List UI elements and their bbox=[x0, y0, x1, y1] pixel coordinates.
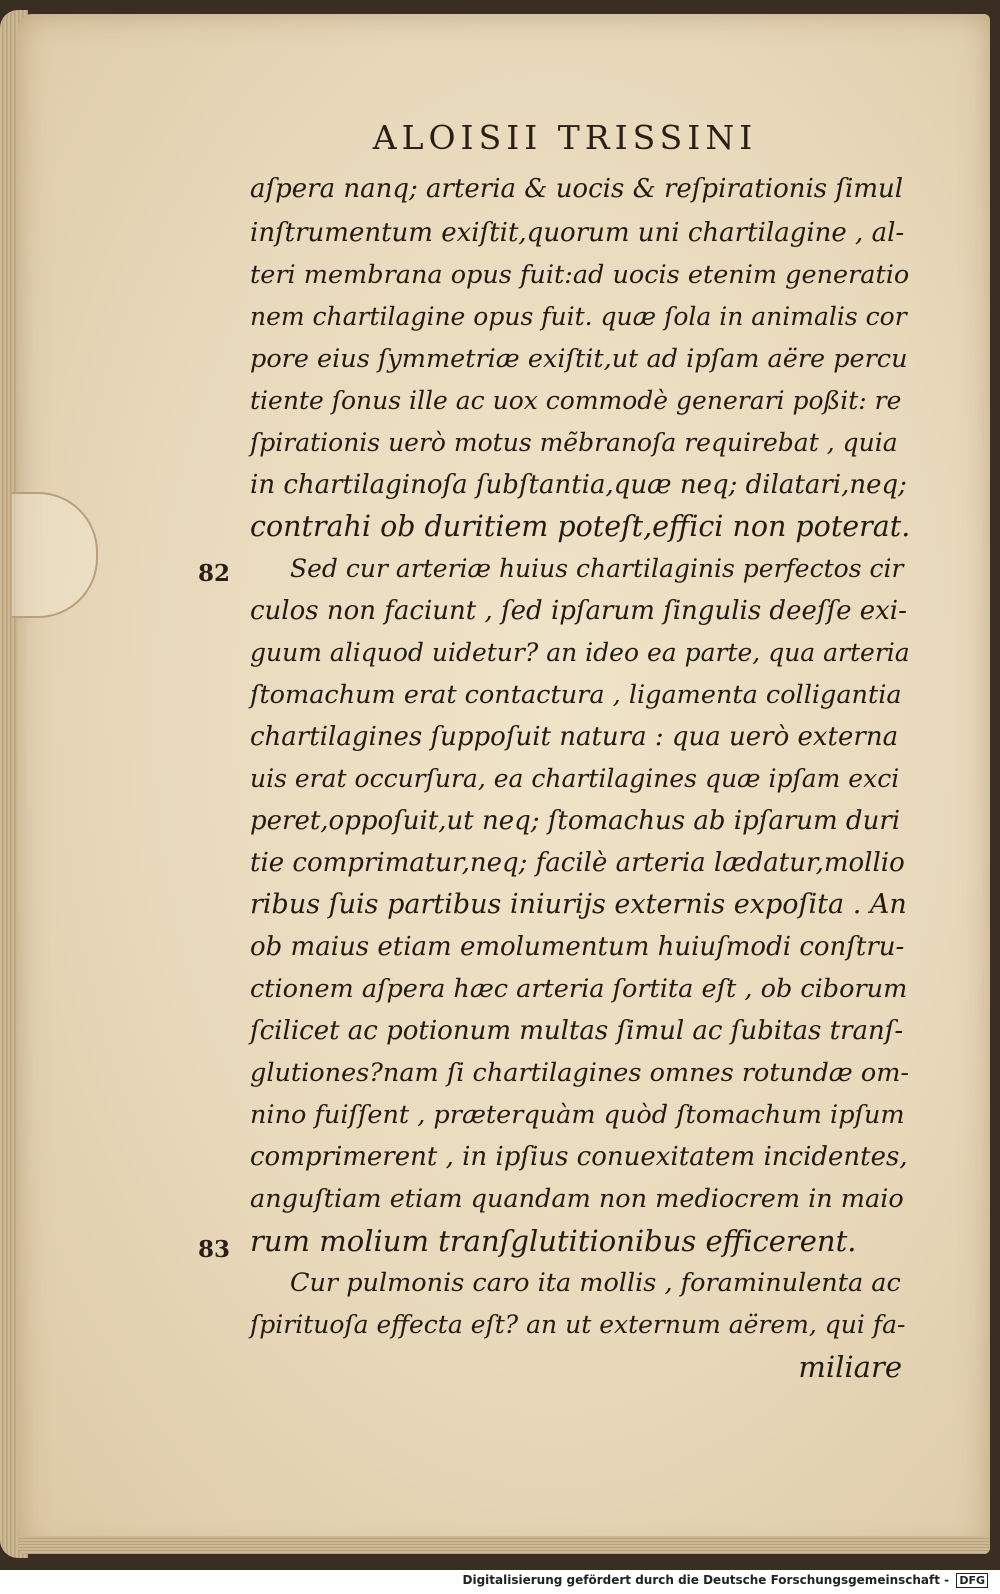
text-line: pore eius ſymmetriæ exiſtit,ut ad ipſam aëre percu bbox=[250, 344, 908, 374]
text-line: ſcilicet ac potionum multas ſimul ac ſubitas tranſ- bbox=[250, 1016, 904, 1046]
text-line: culos non faciunt , ſed ipſarum ſingulis deeſſe exi- bbox=[250, 596, 907, 626]
running-head: ALOISII TRISSINI bbox=[372, 118, 758, 157]
text-line: teri membrana opus fuit:ad uocis etenim generatio bbox=[250, 260, 910, 290]
text-line: ſtomachum erat contactura , ligamenta colligantia bbox=[250, 680, 902, 710]
dfg-logo: DFG bbox=[956, 1573, 988, 1588]
paragraph-start-line: Sed cur arteriæ huius chartilaginis perfectos cir bbox=[290, 554, 904, 583]
margin-number: 83 bbox=[198, 1236, 231, 1263]
text-line: contrahi ob duritiem poteſt,effici non poterat. bbox=[250, 510, 911, 543]
text-line: ob maius etiam emolumentum huiuſmodi conſtru- bbox=[250, 932, 905, 962]
page-tab-marker bbox=[12, 492, 98, 618]
text-line: rum molium tranſglutitionibus efficerent. bbox=[250, 1224, 857, 1258]
page-bottom-edge bbox=[18, 1536, 990, 1554]
footer-credit bbox=[0, 1573, 988, 1588]
text-line: aſpera nanq; arteria & uocis & reſpirationis ſimul bbox=[250, 174, 904, 204]
text-line: ctionem aſpera hæc arteria ſortita eſt , ob ciborum bbox=[250, 974, 908, 1004]
margin-number: 82 bbox=[198, 560, 231, 587]
footer-text: Digitalisierung gefördert durch die Deutsche Forschungsgemeinschaft - bbox=[462, 1573, 950, 1587]
text-line: guum aliquod uidetur? an ideo ea parte, qua arteria bbox=[250, 638, 910, 667]
catchword: miliare bbox=[798, 1350, 902, 1384]
text-line: in chartilaginoſa ſubſtantia,quæ neq; dilatari,neq; bbox=[250, 470, 907, 500]
text-line: tiente ſonus ille ac uox commodè generari poßit: re bbox=[250, 386, 902, 415]
text-line: uis erat occurſura, ea chartilagines quæ ipſam exci bbox=[250, 764, 900, 793]
text-line: peret,oppoſuit,ut neq; ſtomachus ab ipſarum duri bbox=[250, 806, 901, 836]
text-line: ribus ſuis partibus iniurijs externis expoſita . An bbox=[250, 889, 907, 920]
text-line: chartilagines ſuppoſuit natura : qua uerò externa bbox=[250, 722, 899, 752]
text-line: ſpirituoſa effecta eſt? an ut externum aërem, qui fa- bbox=[250, 1310, 906, 1339]
text-line: tie comprimatur,neq; facilè arteria lædatur,mollio bbox=[250, 848, 905, 878]
text-line: glutiones?nam ſi chartilagines omnes rotundæ om- bbox=[250, 1058, 910, 1088]
text-line: nino fuiſſent , præterquàm quòd ſtomachum ipſum bbox=[250, 1100, 905, 1130]
text-line: comprimerent , in ipſius conuexitatem incidentes, bbox=[250, 1142, 908, 1172]
text-line: nem chartilagine opus fuit. quæ ſola in animalis cor bbox=[250, 302, 907, 331]
text-line: ſpirationis uerò motus mẽbranoſa requirebat , quia bbox=[250, 428, 898, 457]
text-line: inſtrumentum exiſtit,quorum uni chartilagine , al- bbox=[250, 218, 905, 248]
text-line: anguſtiam etiam quandam non mediocrem in maio bbox=[250, 1184, 904, 1214]
paragraph-start-line: Cur pulmonis caro ita mollis , foraminulenta ac bbox=[290, 1268, 901, 1298]
